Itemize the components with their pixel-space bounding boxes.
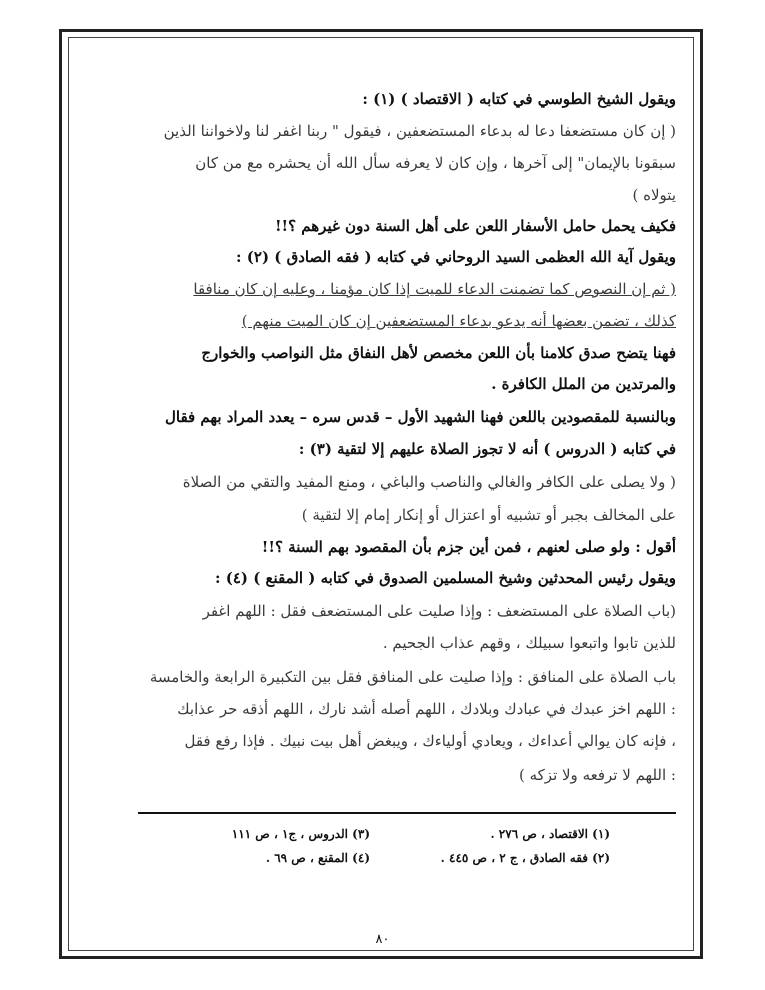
text-line: : اللهم لا ترفعه ولا تزكه ) [518,766,676,784]
text-line: ( ثم إن النصوص كما تضمنت الدعاء للميت إذا كان مؤمنا ، وعليه إن كان منافقا [193,280,676,298]
text-line: ويقول رئيس المحدثين وشيخ المسلمين الصدوق في كتابه ( المقنع ) (٤) : [215,569,676,587]
text-line: للذين تابوا واتبعوا سبيلك ، وقهم عذاب الجحيم . [382,634,676,652]
footnote: (١) الاقتصاد ، ص ٢٧٦ . [490,827,610,841]
text-line: فكيف يحمل حامل الأسفار اللعن على أهل السنة دون غيرهم ؟!! [274,217,676,235]
text-line: ( إن كان مستضعفا دعا له بدعاء المستضعفين ، فيقول " ربنا اغفر لنا ولاخواننا الذين [163,122,676,140]
text-line: والمرتدين من الملل الكافرة . [491,375,676,393]
text-line: ( ولا يصلى على الكافر والغالي والناصب والباغي ، ومنع المفيد والتقي من الصلاة [182,473,676,491]
text-line: ، فإنه كان يوالي أعداءك ، ويعادي أولياءك ، ويبغض أهل بيت نبيك . فإذا رفع فقل [184,732,676,750]
text-line: باب الصلاة على المنافق : وإذا صليت على المنافق فقل بين التكبيرة الرابعة والخامسة [149,668,676,686]
text-line: أقول : ولو صلى لعنهم ، فمن أين جزم بأن المقصود بهم السنة ؟!! [261,538,676,556]
footnote: (٢) فقه الصادق ، ج ٢ ، ص ٤٤٥ . [440,851,610,865]
text-line: ويقول الشيخ الطوسي في كتابه ( الاقتصاد ) (١) : [362,90,676,108]
footnote: (٣) الدروس ، ج١ ، ص ١١١ [231,827,370,841]
text-line: سبقونا بالإيمان" إلى آخرها ، وإن كان لا يعرفه سأل الله أن يحشره مع من كان [195,154,676,172]
page-number: ٨٠ [375,932,390,947]
text-line: (باب الصلاة على المستضعف : وإذا صليت على المستضعف فقل : اللهم اغفر [202,602,676,620]
text-line: ويقول آية الله العظمى السيد الروحاني في كتابه ( فقه الصادق ) (٢) : [236,248,676,266]
footnote: (٤) المقنع ، ص ٦٩ . [265,851,370,865]
footnote-divider [138,812,676,814]
text-line: وبالنسبة للمقصودين باللعن فهنا الشهيد الأول – قدس سره – يعدد المراد بهم فقال [164,408,676,426]
text-line: على المخالف بجبر أو تشبيه أو اعتزال أو إنكار إمام إلا لتقية ) [301,506,676,524]
text-line: فهنا يتضح صدق كلامنا بأن اللعن مخصص لأهل النفاق مثل النواصب والخوارج [201,344,676,362]
text-line: يتولاه ) [632,186,676,204]
text-line: : اللهم اخز عبدك في عبادك وبلادك ، اللهم أصله أشد نارك ، اللهم أذقه حر عذابك [177,700,676,718]
text-line: في كتابه ( الدروس ) أنه لا تجوز الصلاة عليهم إلا لتقية (٣) : [298,440,676,458]
text-line: كذلك ، تضمن بعضها أنه يدعو بدعاء المستضعفين إن كان الميت منهم ) [241,312,676,330]
